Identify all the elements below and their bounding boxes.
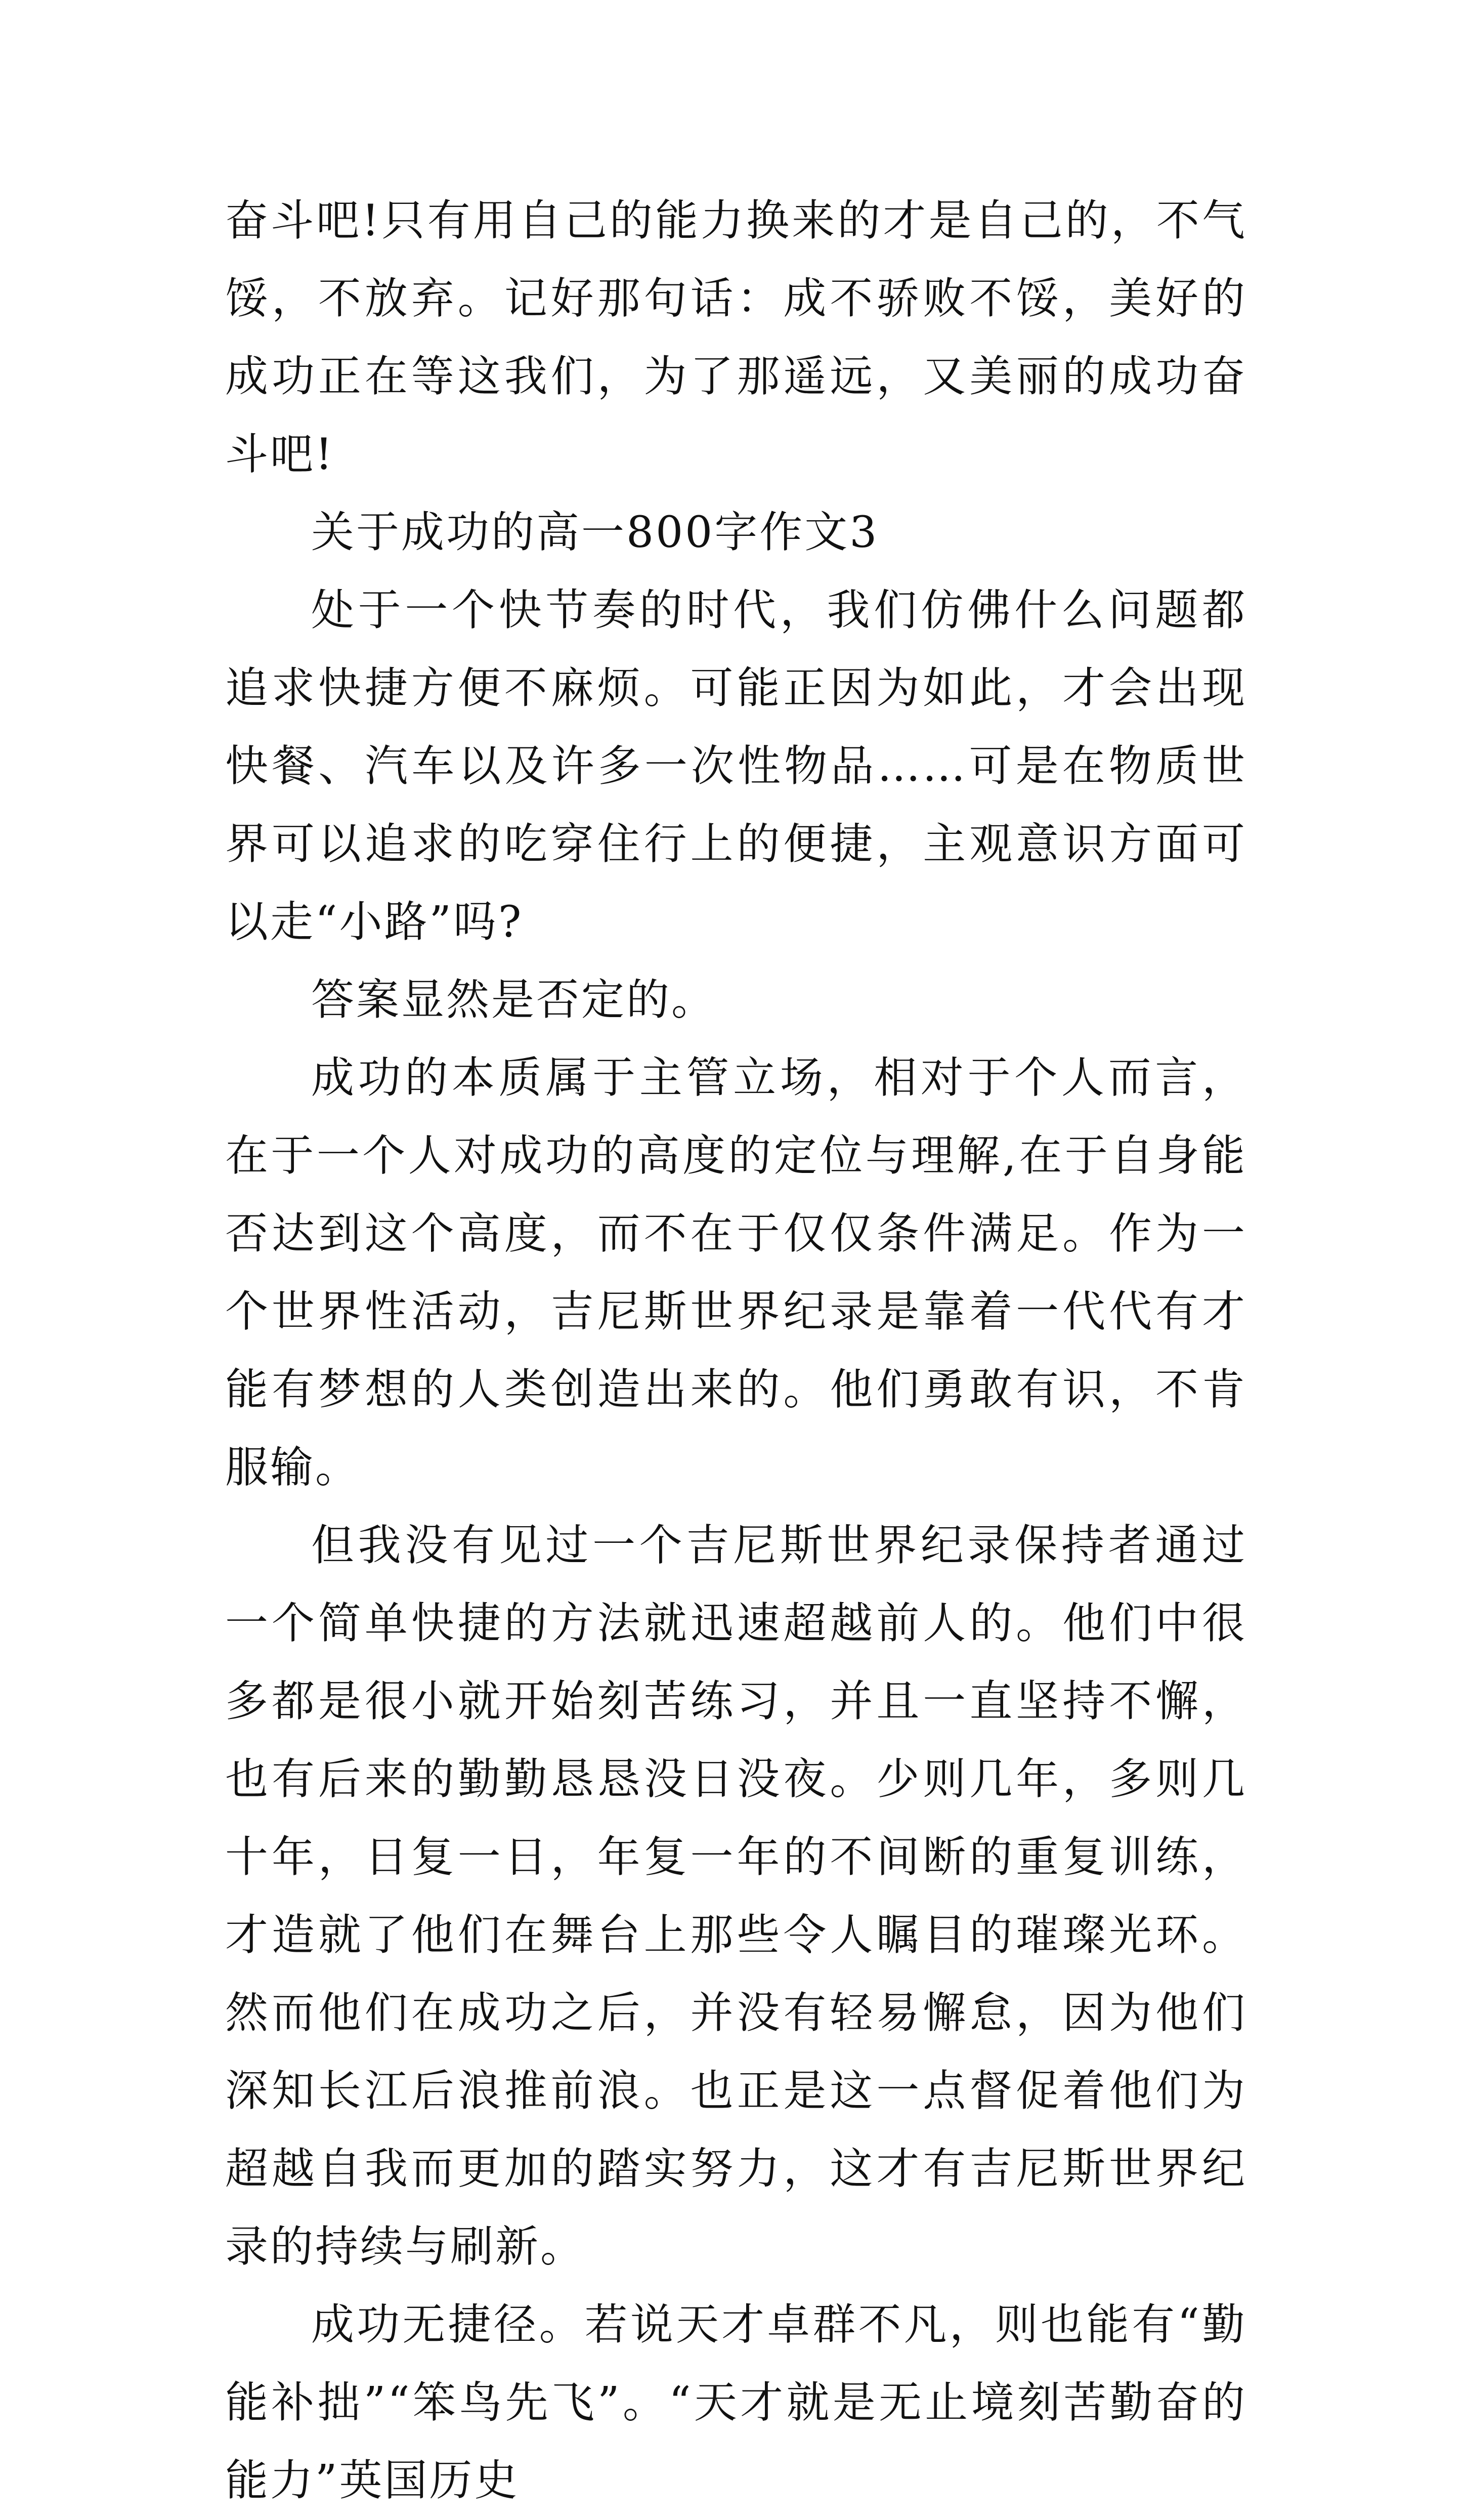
paragraph-4: 成功的本质属于主管立场，相对于个人而言，在于一个人对成功的高度的定位与理解,在于自身能否达到这个高度，而不在于仅仅条件满足。作为一个世界性活动，吉尼斯世界纪录是靠着一代代有才能有梦想的人类创造出来的。他们勇敢有识，不肯服输。 xyxy=(225,1053,1247,1493)
paragraph-5: 但我没有见过一个吉尼斯世界纪录保持者通过一个简单快捷的方法就迅速超越前人的。他们中很多都是很小就开始刻苦练习，并且一直坚持不懈，也有后来的勤勤恳恳没日没夜。少则几年，多则几十年，日复一日，年复一年的不间断的重复训练，才造就了他们在舞台上那些令人瞩目的璀璨光环。然而他们在成功之后，并没有轻易懈怠，因为他们深知长江后浪推前浪。也正是这一点督促着他们为超越自我而更加的踏实努力，这才有吉尼斯世界纪录的持续与刷新。 xyxy=(225,1521,1247,2272)
paragraph-6: 成功无捷径。若说天才卓群不凡，则也能有“勤能补拙”“笨鸟先飞”。“天才就是无止境刻苦勤奋的能力”英国历史 xyxy=(225,2300,1247,2506)
paragraph-2: 处于一个快节奏的时代，我们仿佛什么问题都追求快捷方便不麻烦。可能正因为如此，才会出现快餐、汽车以及许多一次性物品……可是在物质世界可以追求的吃穿住行上的便捷，主观意识方面可以走“小路”吗? xyxy=(225,585,1247,947)
paragraph-3: 答案显然是否定的。 xyxy=(311,975,717,1025)
document-body xyxy=(225,182,1247,2520)
section-heading: 关于成功的高一800字作文3 xyxy=(311,508,879,558)
paragraph-1: 奋斗吧!只有用自己的能力换来的才是自己的，不气馁，不放弃。记好那句话：成不骄败不馁，美好的成功正在等这我们，为了那遥远，又美丽的成功奋斗吧! xyxy=(225,196,1247,480)
